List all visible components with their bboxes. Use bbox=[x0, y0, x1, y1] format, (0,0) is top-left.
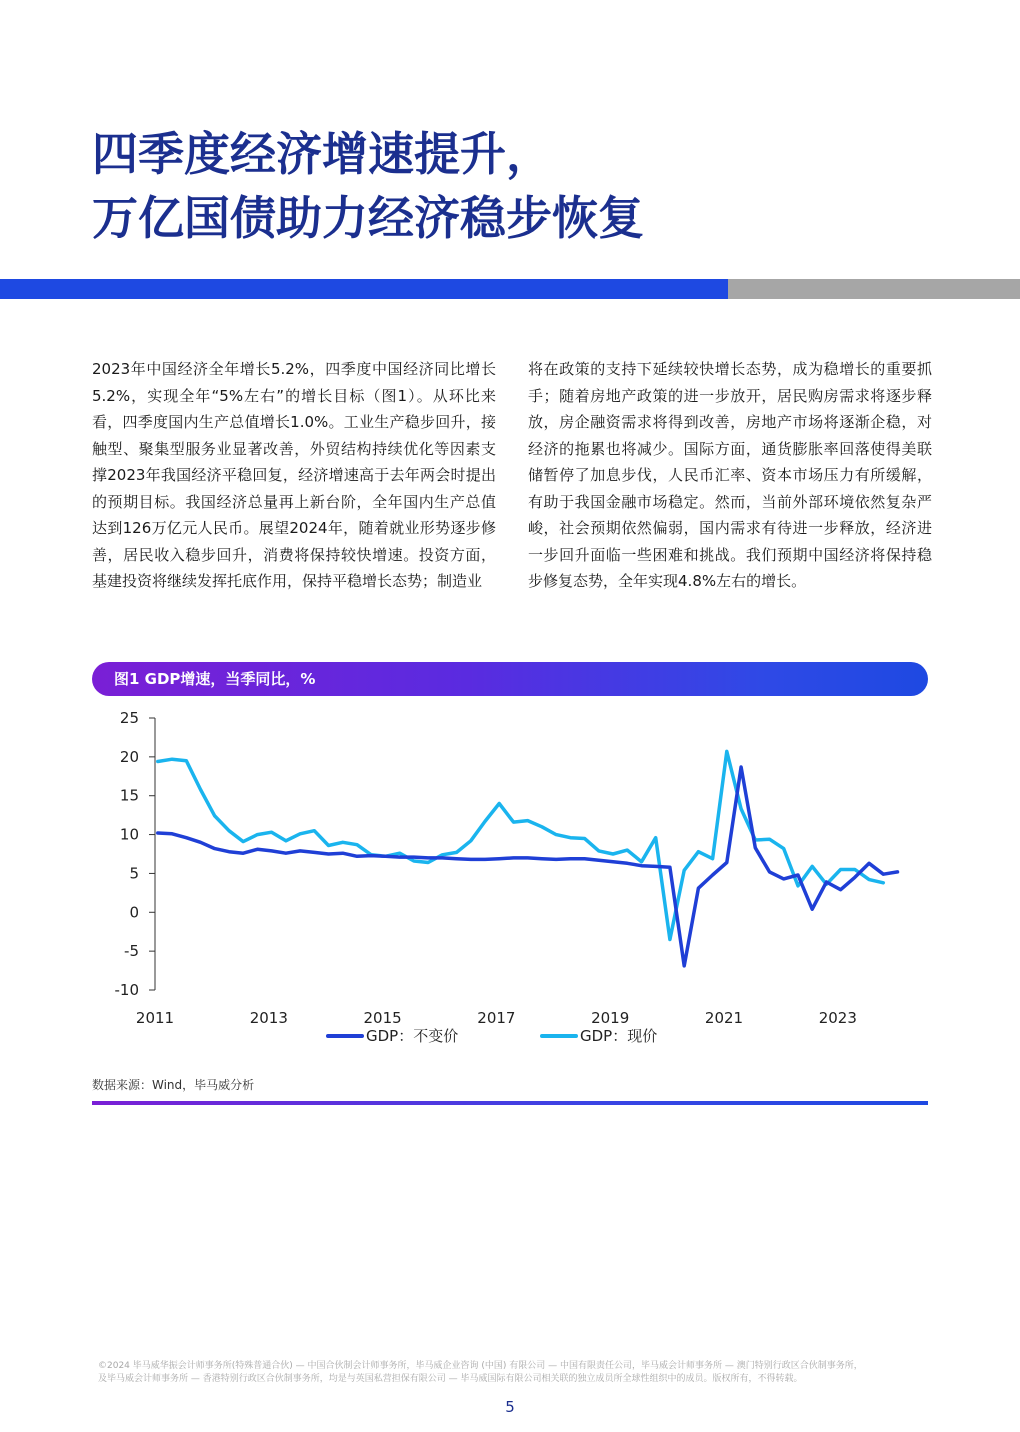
footer-line-1: ©2024 毕马威华振会计师事务所(特殊普通合伙) — 中国合伙制会计师事务所，毕马威企业咨询 (中国) 有限公司 — 中国有限责任公司，毕马威会计师事务所 — 澳门特别行政区合伙制事务所， bbox=[98, 1361, 863, 1371]
x-tick-label: 2019 bbox=[591, 1009, 630, 1027]
x-tick-label: 2017 bbox=[477, 1009, 516, 1027]
y-tick-label: 20 bbox=[119, 747, 139, 766]
page-title bbox=[92, 122, 952, 250]
copyright-footer bbox=[98, 1360, 926, 1386]
y-tick-label: -10 bbox=[114, 981, 139, 999]
figure-title: 图1 GDP增速，当季同比，% bbox=[114, 670, 316, 688]
body-column-right: 将在政策的支持下延续较快增长态势，成为稳增长的重要抓手；随着房地产政策的进一步放开，居民购房需求将逐步释放，房企融资需求将得到改善，房地产市场将逐渐企稳，对经济的拖累也将减少。国际方面，通货膨胀率回落使得美联储暂停了加息步伐，人民币汇率、资本市场压力有所缓解，有助于我国金融市场稳定。然而，当前外部环境依然复杂严峻，社会预期依然偏弱，国内需求有待进一步释放，经济进一步回升面临一些困难和挑战。我们预期中国经济将保持稳步修复态势，全年实现4.8%左右的增长。 bbox=[528, 360, 932, 590]
legend-label: GDP：现价 bbox=[580, 1027, 658, 1045]
title-divider-grey bbox=[728, 279, 1020, 299]
title-line-2: 万亿国债助力经济稳步恢复 bbox=[92, 191, 644, 245]
y-tick-label: 15 bbox=[119, 786, 139, 805]
x-tick-label: 2015 bbox=[363, 1009, 402, 1027]
x-tick-label: 2023 bbox=[818, 1009, 857, 1027]
title-line-1: 四季度经济增速提升， bbox=[92, 127, 552, 181]
series-line-real bbox=[158, 767, 898, 966]
body-column-left: 2023年中国经济全年增长5.2%，四季度中国经济同比增长5.2%，实现全年“5%左右”的增长目标（图1）。从环比来看，四季度国内生产总值增长1.0%。工业生产稳步回升，接触型、聚集型服务业显著改善，外贸结构持续优化等因素支撑2023年我国经济平稳回复，经济增速高于去年两会时提出的预期目标。我国经济总量再上新台阶，全年国内生产总值达到126万亿元人民币。展望2024年，随着就业形势逐步修善，居民收入稳步回升，消费将保持较快增速。投资方面，基建投资将继续发挥托底作用，保持平稳增长态势；制造业 bbox=[92, 360, 496, 590]
legend-label: GDP：不变价 bbox=[366, 1027, 459, 1045]
figure-bottom-rule bbox=[92, 1101, 928, 1105]
x-tick-label: 2011 bbox=[135, 1009, 175, 1027]
x-tick-label: 2021 bbox=[704, 1009, 744, 1027]
figure-header bbox=[92, 662, 928, 696]
footer-line-2: 及毕马威会计师事务所 — 香港特别行政区合伙制事务所，均是与英国私营担保有限公司 — 毕马威国际有限公司相关联的独立成员所全球性组织中的成员。版权所有，不得转载。 bbox=[98, 1374, 803, 1384]
title-divider-blue bbox=[0, 279, 728, 299]
y-tick-label: -5 bbox=[124, 942, 139, 961]
x-tick-label: 2013 bbox=[249, 1009, 288, 1027]
y-tick-label: 5 bbox=[129, 864, 139, 883]
y-tick-label: 0 bbox=[129, 903, 139, 922]
y-tick-label: 25 bbox=[119, 709, 139, 727]
y-tick-label: 10 bbox=[119, 825, 139, 844]
page-number: 5 bbox=[505, 1398, 515, 1416]
series-line-nominal bbox=[158, 751, 884, 939]
data-source: 数据来源：Wind，毕马威分析 bbox=[92, 1078, 255, 1092]
gdp-line-chart bbox=[92, 700, 928, 1070]
